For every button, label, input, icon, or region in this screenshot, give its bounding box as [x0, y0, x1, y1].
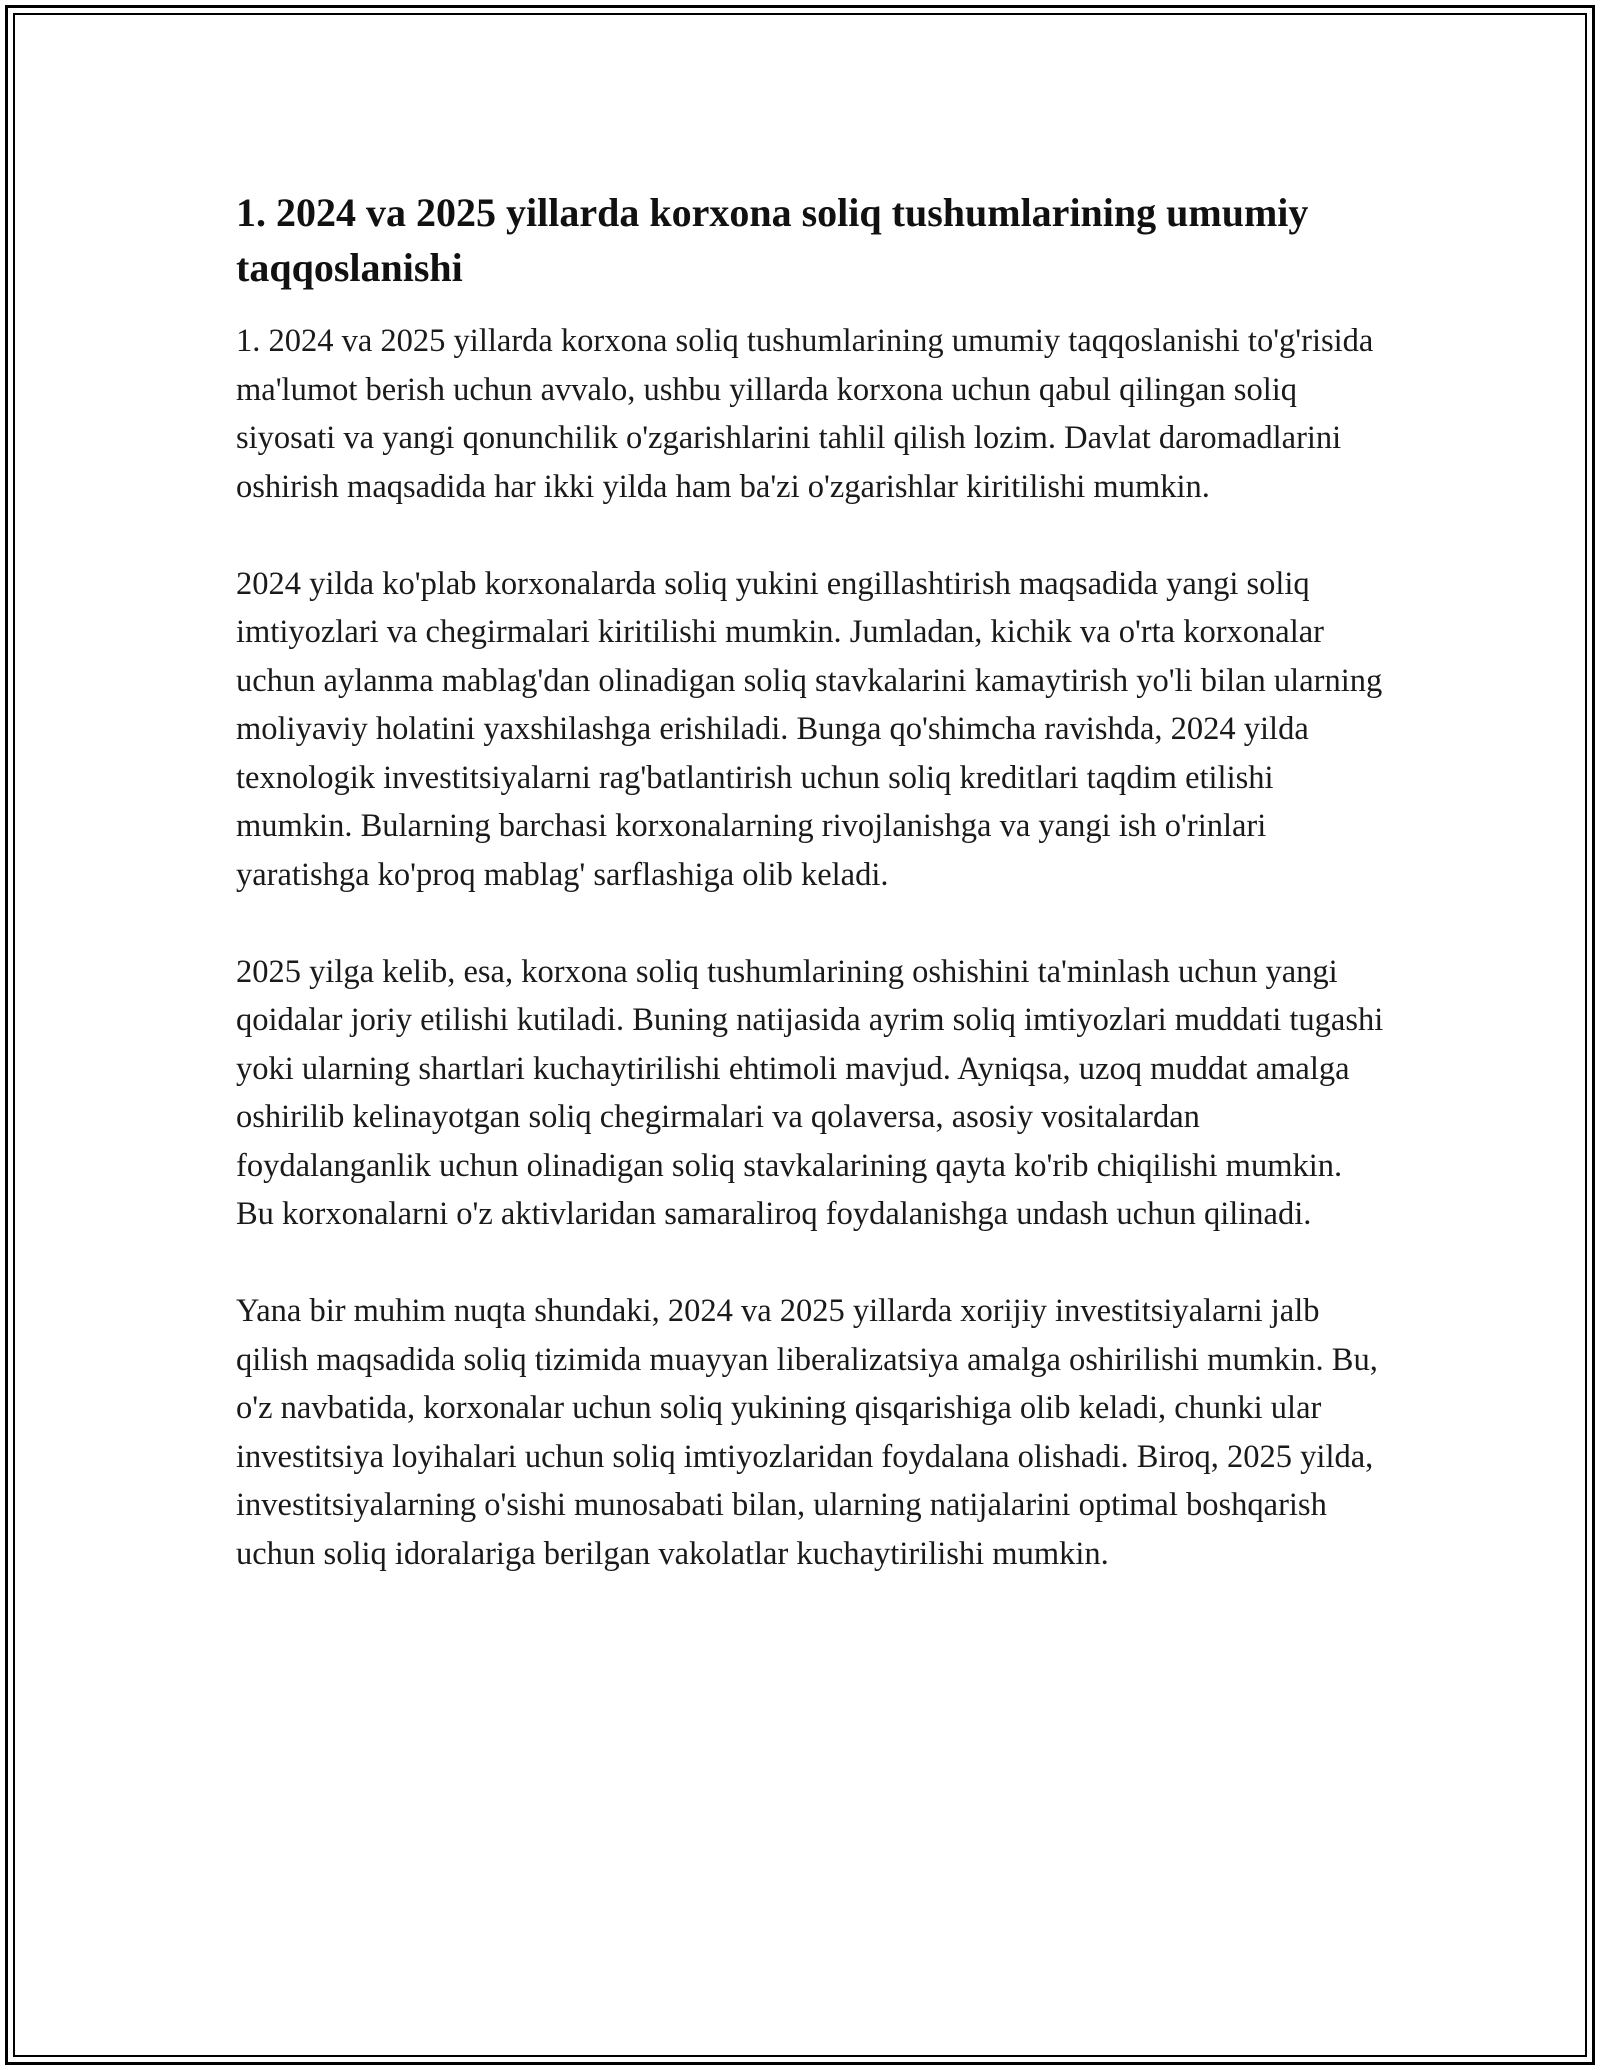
paragraph-1: 1. 2024 va 2025 yillarda korxona soliq tushumlarining umumiy taqqoslanishi to'g'risida ma'lumot berish uchun avvalo, ushbu yillarda korxona uchun qabul qilingan soliq siyosati va yangi qonunchilik o'zgarishlarini tahlil qilish lozim. Davlat daromadlarini oshirish maqsadida har ikki yilda ham ba'zi o'zgarishlar kiritilishi mumkin. — [236, 323, 1374, 505]
paragraph-2: 2024 yilda ko'plab korxonalarda soliq yukini engillashtirish maqsadida yangi soliq imtiyozlari va chegirmalari kiritilishi mumkin. Jumladan, kichik va o'rta korxonalar uchun aylanma mablag'dan olinadigan soliq stavkalarini kamaytirish yo'li bilan ularning moliyaviy holatini yaxshilashga erishiladi. Bunga qo'shimcha ravishda, 2024 yilda texnologik investitsiyalarni rag'batlantirish uchun soliq kreditlari taqdim etilishi mumkin. Bularning barchasi korxonalarning rivojlanishga va yangi ish o'rinlari yaratishga ko'proq mablag' sarflashiga olib keladi. — [236, 565, 1383, 893]
paragraph-4: Yana bir muhim nuqta shundaki, 2024 va 2025 yillarda xorijiy investitsiyalarni jalb qilish maqsadida soliq tizimida muayyan liberalizatsiya amalga oshirilishi mumkin. Bu, o'z navbatida, korxonalar uchun soliq yukining qisqarishiga olib keladi, chunki ular investitsiya loyihalari uchun soliq imtiyozlaridan foydalana olishadi. Biroq, 2025 yilda, investitsiyalarning o'sishi munosabati bilan, ularning natijalarini optimal boshqarish uchun soliq idoralariga berilgan vakolatlar kuchaytirilishi mumkin. — [236, 1293, 1378, 1572]
document-body — [236, 185, 1386, 1578]
paragraph-3: 2025 yilga kelib, esa, korxona soliq tushumlarining oshishini ta'minlash uchun yangi qoidalar joriy etilishi kutiladi. Buning natijasida ayrim soliq imtiyozlari muddati tugashi yoki ularning shartlari kuchaytirilishi ehtimoli mavjud. Ayniqsa, uzoq muddat amalga oshirilib kelinayotgan soliq chegirmalari va qolaversa, asosiy vositalardan foydalanganlik uchun olinadigan soliq stavkalarining qayta ko'rib chiqilishi mumkin. Bu korxonalarni o'z aktivlaridan samaraliroq foydalanishga undash uchun qilinadi. — [236, 953, 1384, 1232]
document-title: 1. 2024 va 2025 yillarda korxona soliq tushumlarining umumiy taqqoslanishi — [236, 190, 1309, 290]
